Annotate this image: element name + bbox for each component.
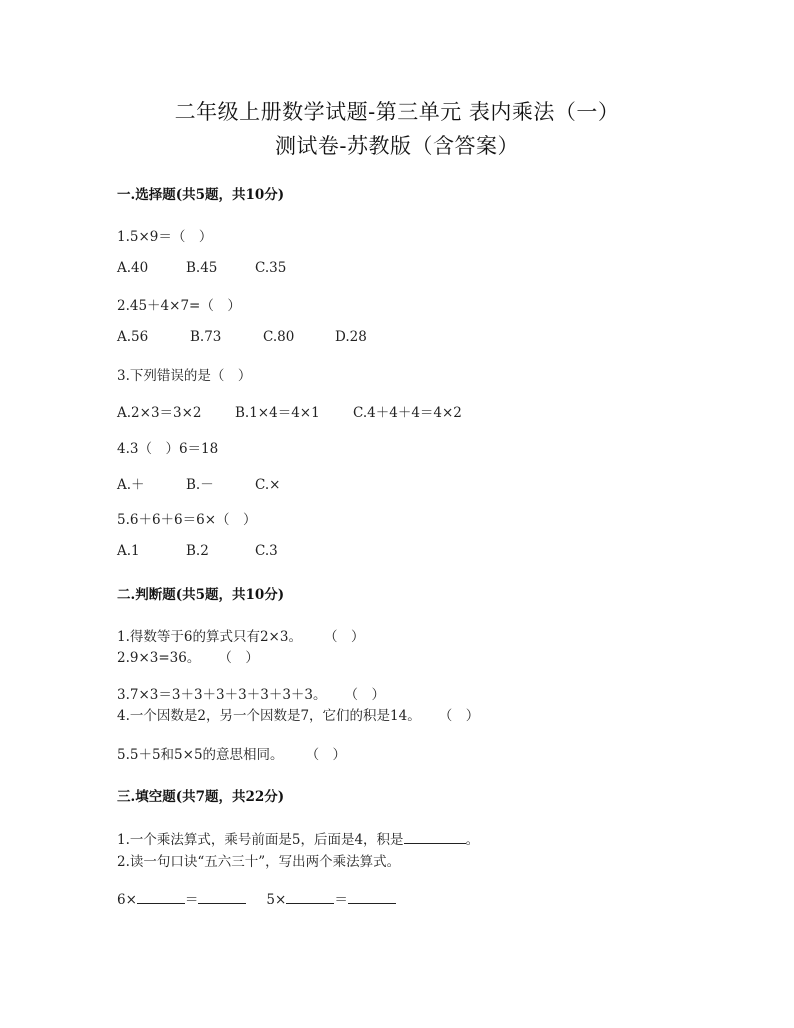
section-1-heading: 一.选择题(共5题，共10分) bbox=[117, 187, 285, 203]
question-5-stem: 5.6＋6＋6＝6×（ ） bbox=[117, 512, 257, 528]
judge-item-1-paren: （ ） bbox=[323, 629, 365, 645]
fill-q2-expressions bbox=[117, 888, 396, 908]
judge-item-3-paren: （ ） bbox=[344, 687, 385, 703]
question-3-options bbox=[117, 401, 462, 421]
expr1-equals: ＝ bbox=[184, 892, 199, 908]
judge-item-4-paren: （ ） bbox=[438, 708, 480, 724]
q3-option-b: B.1×4＝4×1 bbox=[235, 405, 320, 421]
fill-q1-end: 。 bbox=[465, 832, 480, 848]
q4-option-c: C.× bbox=[255, 477, 281, 493]
q2-option-b: B.73 bbox=[190, 329, 222, 345]
fill-question-2: 2.读一句口诀“五六三十”，写出两个乘法算式。 bbox=[117, 854, 401, 870]
question-3-stem: 3.下列错误的是（ ） bbox=[117, 368, 252, 384]
q1-option-c: C.35 bbox=[255, 260, 287, 276]
section-3-heading: 三.填空题(共7题，共22分) bbox=[117, 789, 285, 805]
judge-item-2-text: 2.9×3=36。 bbox=[117, 650, 201, 666]
fill-q1-blank[interactable] bbox=[404, 830, 466, 844]
q4-option-a: A.＋ bbox=[117, 477, 145, 493]
q5-option-b: B.2 bbox=[186, 543, 209, 559]
judge-item-5 bbox=[117, 743, 346, 763]
question-1-options bbox=[117, 260, 286, 276]
section-2-heading: 二.判断题(共5题，共10分) bbox=[117, 587, 285, 603]
q2-option-d: D.28 bbox=[335, 329, 367, 345]
expr1-blank-product[interactable] bbox=[198, 890, 246, 904]
judge-item-1-text: 1.得数等于6的算式只有2×3。 bbox=[117, 629, 302, 645]
q5-option-a: A.1 bbox=[117, 543, 140, 559]
judge-item-5-paren: （ ） bbox=[305, 747, 347, 763]
judge-item-3 bbox=[117, 683, 385, 703]
expr1-prefix: 6× bbox=[117, 892, 137, 908]
q4-option-b: B.－ bbox=[186, 477, 214, 493]
question-5-options bbox=[117, 543, 278, 559]
q5-option-c: C.3 bbox=[255, 543, 278, 559]
fill-q1-text: 1.一个乘法算式，乘号前面是5，后面是4，积是 bbox=[117, 832, 404, 848]
expr2-blank-product[interactable] bbox=[348, 890, 396, 904]
question-4-options bbox=[117, 473, 280, 493]
expr2-equals: ＝ bbox=[334, 892, 348, 908]
expr2-prefix: 5× bbox=[266, 892, 287, 908]
q1-option-a: A.40 bbox=[117, 260, 149, 276]
judge-item-2-paren: （ ） bbox=[218, 650, 259, 666]
expr2-blank-factor[interactable] bbox=[286, 890, 334, 904]
judge-item-4 bbox=[117, 704, 479, 724]
judge-item-4-text: 4.一个因数是2，另一个因数是7，它们的积是14。 bbox=[117, 708, 421, 724]
judge-item-5-text: 5.5＋5和5×5的意思相同。 bbox=[117, 747, 284, 763]
q2-option-a: A.56 bbox=[117, 329, 149, 345]
q3-option-c: C.4＋4＋4＝4×2 bbox=[353, 405, 462, 421]
title-line-1: 二年级上册数学试题-第三单元 表内乘法（一） bbox=[174, 100, 620, 124]
q3-option-a: A.2×3＝3×2 bbox=[117, 405, 202, 421]
question-1-stem: 1.5×9＝（ ） bbox=[117, 229, 213, 245]
q2-option-c: C.80 bbox=[263, 329, 295, 345]
fill-question-1 bbox=[117, 828, 479, 848]
title-line-2: 测试卷-苏教版（含答案） bbox=[274, 134, 520, 158]
question-4-stem: 4.3（ ）6＝18 bbox=[117, 441, 219, 457]
q1-option-b: B.45 bbox=[186, 260, 218, 276]
question-2-stem: 2.45＋4×7=（ ） bbox=[117, 298, 241, 314]
judge-item-3-text: 3.7×3＝3＋3＋3＋3＋3＋3＋3。 bbox=[117, 687, 327, 703]
question-2-options bbox=[117, 329, 367, 345]
expr1-blank-factor[interactable] bbox=[137, 890, 185, 904]
judge-item-2 bbox=[117, 646, 259, 666]
judge-item-1 bbox=[117, 625, 364, 645]
